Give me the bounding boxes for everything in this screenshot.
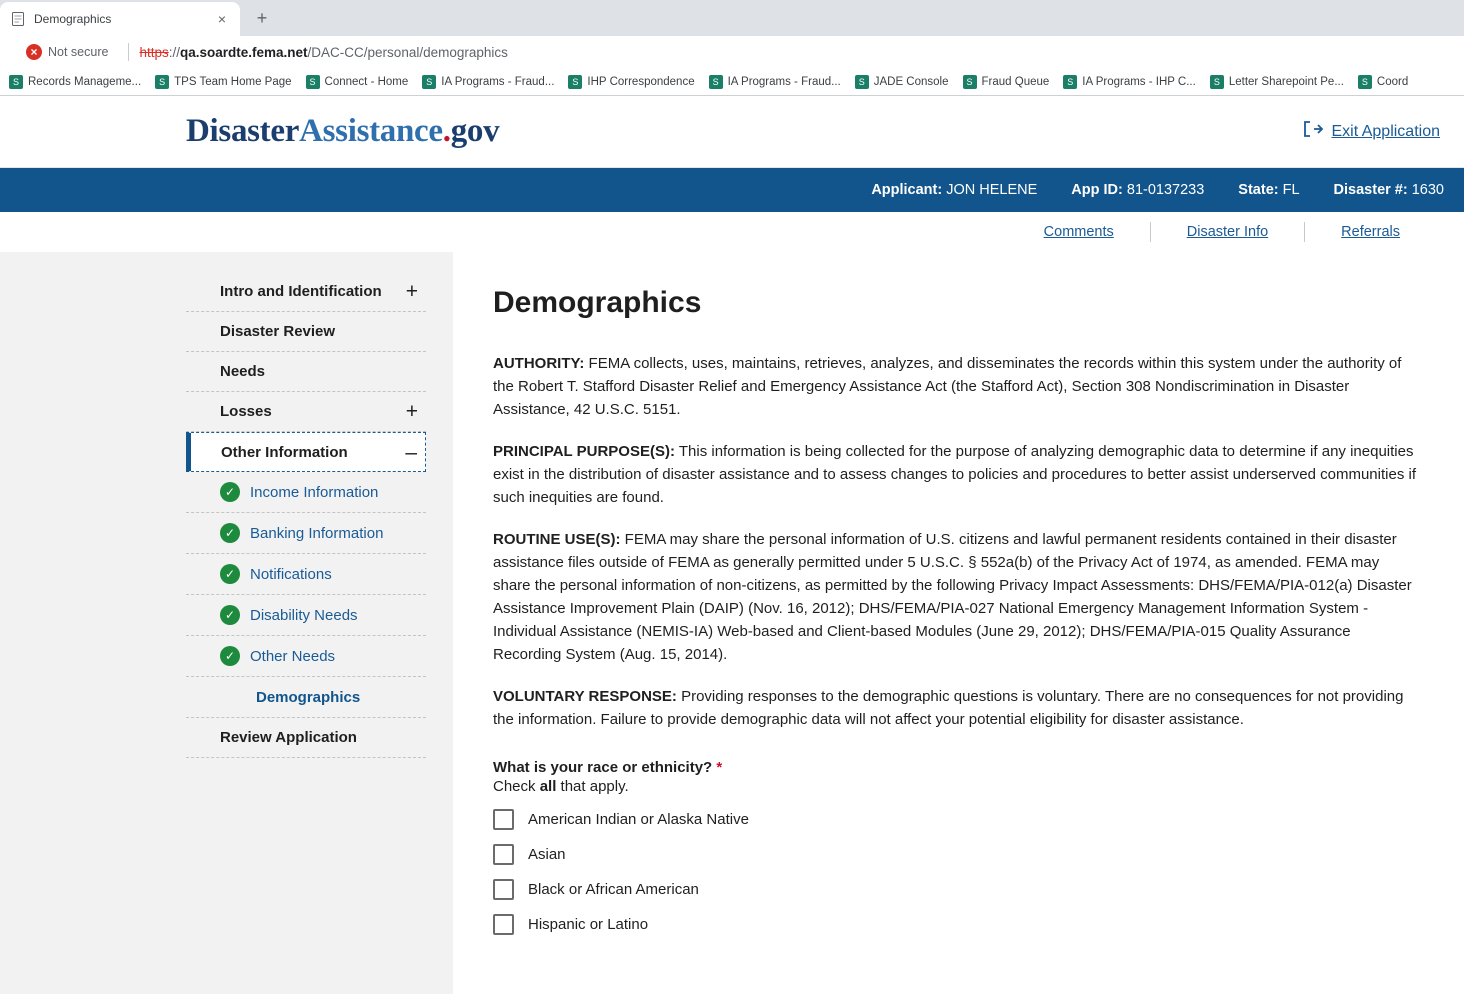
paragraph-text: FEMA may share the personal information of U.S. citizens and lawful permanent residents contained in their disaster assistance files outside of FEMA as generally permitted under 5 U.S.C. § 552a(b) of the Privacy Act of 1974, as amended. FEMA may share the personal information of non-citizens, as permitted by the following Privacy Impact Assessments: DHS/FEMA/PIA-012(a) Disaster Assistance Improvement Plain (DAIP) (Nov. 16, 2012); DHS/FEMA/PIA-027 National Emergency Management Information System - Individual Assistance (NEMIS-IA) Web-based and Client-based Modules (June 29, 2012); DHS/FEMA/PIA-015 Quality Assurance Recording System (Aug. 15, 2014). bbox=[493, 531, 1412, 663]
bookmark-label: IA Programs - Fraud... bbox=[727, 75, 841, 88]
bookmark-label: Connect - Home bbox=[324, 75, 409, 88]
paragraph-heading: ROUTINE USE(S): bbox=[493, 531, 621, 548]
checkbox-option[interactable] bbox=[493, 844, 1416, 865]
sidebar-item-notifications[interactable] bbox=[186, 554, 426, 595]
question-label bbox=[493, 759, 1416, 776]
bookmark-item[interactable] bbox=[415, 70, 561, 94]
sharepoint-icon: S bbox=[963, 75, 977, 89]
sidebar-item-other-needs[interactable] bbox=[186, 636, 426, 677]
paragraph-text: FEMA collects, uses, maintains, retrieves, analyzes, and disseminates the records within this system under the authority of the Robert T. Stafford Disaster Relief and Emergency Assistance Act (the Stafford Act), Section 308 Nondiscrimination in Disaster Assistance, 42 U.S.C. 5151. bbox=[493, 355, 1402, 418]
plus-icon[interactable]: + bbox=[405, 400, 418, 423]
checkbox-option[interactable] bbox=[493, 879, 1416, 900]
sidebar-item-banking-information[interactable] bbox=[186, 513, 426, 554]
paragraph-text: Providing responses to the demographic questions is voluntary. There are no consequences for not providing the information. Failure to provide demographic data will not affect your potential eligibility for disaster assistance. bbox=[493, 688, 1404, 728]
applicant-bar bbox=[0, 168, 1464, 212]
sidebar-item-label: Disability Needs bbox=[250, 606, 358, 624]
sidebar-item-label: Demographics bbox=[256, 688, 361, 706]
bookmark-item[interactable] bbox=[702, 70, 848, 94]
exit-application-link[interactable] bbox=[1303, 120, 1440, 143]
appid-label: App ID: bbox=[1071, 182, 1123, 198]
security-label: Not secure bbox=[48, 45, 109, 59]
checkbox-hispanic-or-latino[interactable] bbox=[493, 914, 514, 935]
sharepoint-icon: S bbox=[306, 75, 320, 89]
appid-value: 81-0137233 bbox=[1126, 182, 1205, 198]
sidebar-item-label: Other Needs bbox=[250, 647, 336, 665]
bookmark-item[interactable] bbox=[1203, 70, 1351, 94]
url-path: /DAC-CC/personal/demographics bbox=[307, 44, 508, 60]
appid-field bbox=[1071, 182, 1204, 198]
paragraph-heading: VOLUNTARY RESPONSE: bbox=[493, 688, 677, 705]
sharepoint-icon: S bbox=[9, 75, 23, 89]
minus-icon[interactable]: – bbox=[405, 440, 417, 464]
not-secure-icon: × bbox=[26, 44, 42, 60]
new-tab-icon[interactable]: + bbox=[256, 8, 268, 28]
paragraph-text: This information is being collected for the purpose of analyzing demographic data to determine if any inequities exist in the distribution of disaster assistance and to assess changes to policies and procedures to better assist underserved communities if such inequities are found. bbox=[493, 443, 1416, 506]
sharepoint-icon: S bbox=[1063, 75, 1077, 89]
state-label: State: bbox=[1238, 182, 1279, 198]
bookmarks-bar bbox=[0, 68, 1464, 96]
disaster-value: 1630 bbox=[1411, 182, 1444, 198]
paragraph-heading: PRINCIPAL PURPOSE(S): bbox=[493, 443, 675, 460]
main-content bbox=[453, 252, 1464, 994]
browser-chrome bbox=[0, 0, 1464, 96]
logo-dot: . bbox=[442, 113, 451, 149]
check-circle-icon: ✓ bbox=[220, 523, 240, 543]
url-text[interactable] bbox=[139, 45, 507, 60]
sharepoint-icon: S bbox=[855, 75, 869, 89]
checkbox-label: Hispanic or Latino bbox=[528, 916, 649, 933]
bookmark-item[interactable] bbox=[1056, 70, 1203, 94]
tab-title: Demographics bbox=[34, 12, 112, 26]
sidebar-item-other-information[interactable] bbox=[186, 432, 426, 472]
sharepoint-icon: S bbox=[709, 75, 723, 89]
sidebar-item-review-application[interactable] bbox=[186, 718, 426, 758]
instruction-pre: Check bbox=[493, 778, 540, 795]
checkbox-label: American Indian or Alaska Native bbox=[528, 811, 749, 828]
paragraph-principal-purpose bbox=[493, 440, 1416, 509]
logo-part-disaster: Disaster bbox=[186, 113, 300, 149]
checkbox-asian[interactable] bbox=[493, 844, 514, 865]
bookmark-item[interactable] bbox=[299, 70, 416, 94]
site-logo[interactable] bbox=[186, 113, 499, 150]
sharepoint-icon: S bbox=[568, 75, 582, 89]
check-circle-icon: ✓ bbox=[220, 564, 240, 584]
tab-strip bbox=[0, 0, 1464, 36]
check-circle-icon: ✓ bbox=[220, 605, 240, 625]
state-field bbox=[1238, 182, 1299, 198]
sidebar-item-demographics[interactable] bbox=[186, 677, 426, 718]
sharepoint-icon: S bbox=[1210, 75, 1224, 89]
disaster-field bbox=[1334, 182, 1444, 198]
sharepoint-icon: S bbox=[1358, 75, 1372, 89]
disaster-label: Disaster #: bbox=[1333, 182, 1408, 198]
bookmark-item[interactable] bbox=[2, 70, 148, 94]
omnibox[interactable] bbox=[0, 36, 1464, 68]
sidebar-item-label: Income Information bbox=[250, 483, 379, 501]
site-header bbox=[0, 96, 1464, 168]
sidebar-item-label: Other Information bbox=[221, 443, 348, 461]
exit-application-label: Exit Application bbox=[1331, 122, 1440, 140]
paragraph-heading: AUTHORITY: bbox=[493, 355, 585, 372]
close-icon[interactable]: × bbox=[217, 11, 227, 27]
checkbox-black-or-african-american[interactable] bbox=[493, 879, 514, 900]
bookmark-item[interactable] bbox=[148, 70, 298, 94]
link-disaster-info[interactable]: Disaster Info bbox=[1186, 224, 1269, 240]
omnibox-divider bbox=[128, 43, 129, 61]
sharepoint-icon: S bbox=[155, 75, 169, 89]
state-value: FL bbox=[1282, 182, 1300, 198]
bookmark-label: Letter Sharepoint Pe... bbox=[1228, 75, 1344, 88]
check-circle-icon: ✓ bbox=[220, 482, 240, 502]
bookmark-item[interactable] bbox=[1351, 70, 1415, 94]
sharepoint-icon: S bbox=[422, 75, 436, 89]
check-circle-icon: ✓ bbox=[220, 646, 240, 666]
sidebar-item-label: Notifications bbox=[250, 565, 332, 583]
instruction-post: that apply. bbox=[556, 778, 629, 795]
bookmark-label: Coord bbox=[1376, 75, 1409, 88]
security-chip[interactable] bbox=[26, 44, 108, 60]
bookmark-label: TPS Team Home Page bbox=[174, 75, 292, 88]
sidebar-item-label: Disaster Review bbox=[220, 323, 336, 340]
checkbox-american-indian-or-alaska-native[interactable] bbox=[493, 809, 514, 830]
sidebar-item-disability-needs[interactable] bbox=[186, 595, 426, 636]
url-separator: :// bbox=[168, 44, 180, 60]
sidebar-item-label: Review Application bbox=[220, 729, 357, 746]
checkbox-label: Black or African American bbox=[528, 881, 699, 898]
browser-tab[interactable] bbox=[0, 2, 240, 36]
bookmark-label: Fraud Queue bbox=[981, 75, 1050, 88]
page-title: Demographics bbox=[493, 286, 702, 319]
bookmark-label: IHP Correspondence bbox=[587, 75, 695, 88]
applicant-field bbox=[871, 182, 1037, 198]
bookmark-item[interactable] bbox=[848, 70, 956, 94]
logo-part-assistance: Assistance bbox=[299, 113, 443, 149]
sidebar-item-needs[interactable] bbox=[186, 352, 426, 392]
sidebar-item-losses[interactable] bbox=[186, 392, 426, 432]
question-text: What is your race or ethnicity? bbox=[493, 759, 713, 776]
bookmark-item[interactable] bbox=[956, 70, 1057, 94]
link-comments[interactable]: Comments bbox=[1043, 224, 1114, 240]
url-host: qa.soardte.fema.net bbox=[180, 44, 308, 60]
sidebar-item-label: Banking Information bbox=[250, 524, 384, 542]
logo-part-gov: gov bbox=[450, 113, 500, 149]
sidebar-item-label: Intro and Identification bbox=[220, 283, 382, 300]
bookmark-item[interactable] bbox=[561, 70, 701, 94]
sidebar-item-disaster-review[interactable] bbox=[186, 312, 426, 352]
required-asterisk: * bbox=[716, 759, 723, 776]
paragraph-voluntary-response bbox=[493, 685, 1416, 731]
paragraph-authority bbox=[493, 352, 1416, 421]
checkbox-option[interactable] bbox=[493, 809, 1416, 830]
sidebar-item-income-information[interactable] bbox=[186, 472, 426, 513]
page-icon bbox=[10, 11, 26, 27]
paragraph-routine-use bbox=[493, 528, 1416, 666]
sidebar bbox=[0, 252, 453, 994]
page-body bbox=[0, 252, 1464, 994]
instruction-emphasis: all bbox=[539, 778, 557, 795]
bookmark-label: IA Programs - IHP C... bbox=[1082, 75, 1196, 88]
link-referrals[interactable]: Referrals bbox=[1341, 224, 1400, 240]
bookmark-label: JADE Console bbox=[873, 75, 949, 88]
bookmark-label: Records Manageme... bbox=[28, 75, 142, 88]
checkbox-option[interactable] bbox=[493, 914, 1416, 935]
question-instruction bbox=[493, 778, 1416, 795]
sidebar-item-intro-and-identification[interactable] bbox=[186, 272, 426, 312]
url-scheme: https bbox=[139, 44, 169, 60]
utility-links-bar bbox=[0, 212, 1464, 252]
exit-icon bbox=[1303, 120, 1323, 143]
plus-icon[interactable]: + bbox=[405, 280, 418, 303]
checkbox-label: Asian bbox=[528, 846, 566, 863]
bookmark-label: IA Programs - Fraud... bbox=[441, 75, 555, 88]
sidebar-item-label: Losses bbox=[220, 403, 272, 420]
sidebar-item-label: Needs bbox=[220, 363, 266, 380]
applicant-label: Applicant: bbox=[871, 182, 943, 198]
applicant-value: JON HELENE bbox=[946, 182, 1038, 198]
